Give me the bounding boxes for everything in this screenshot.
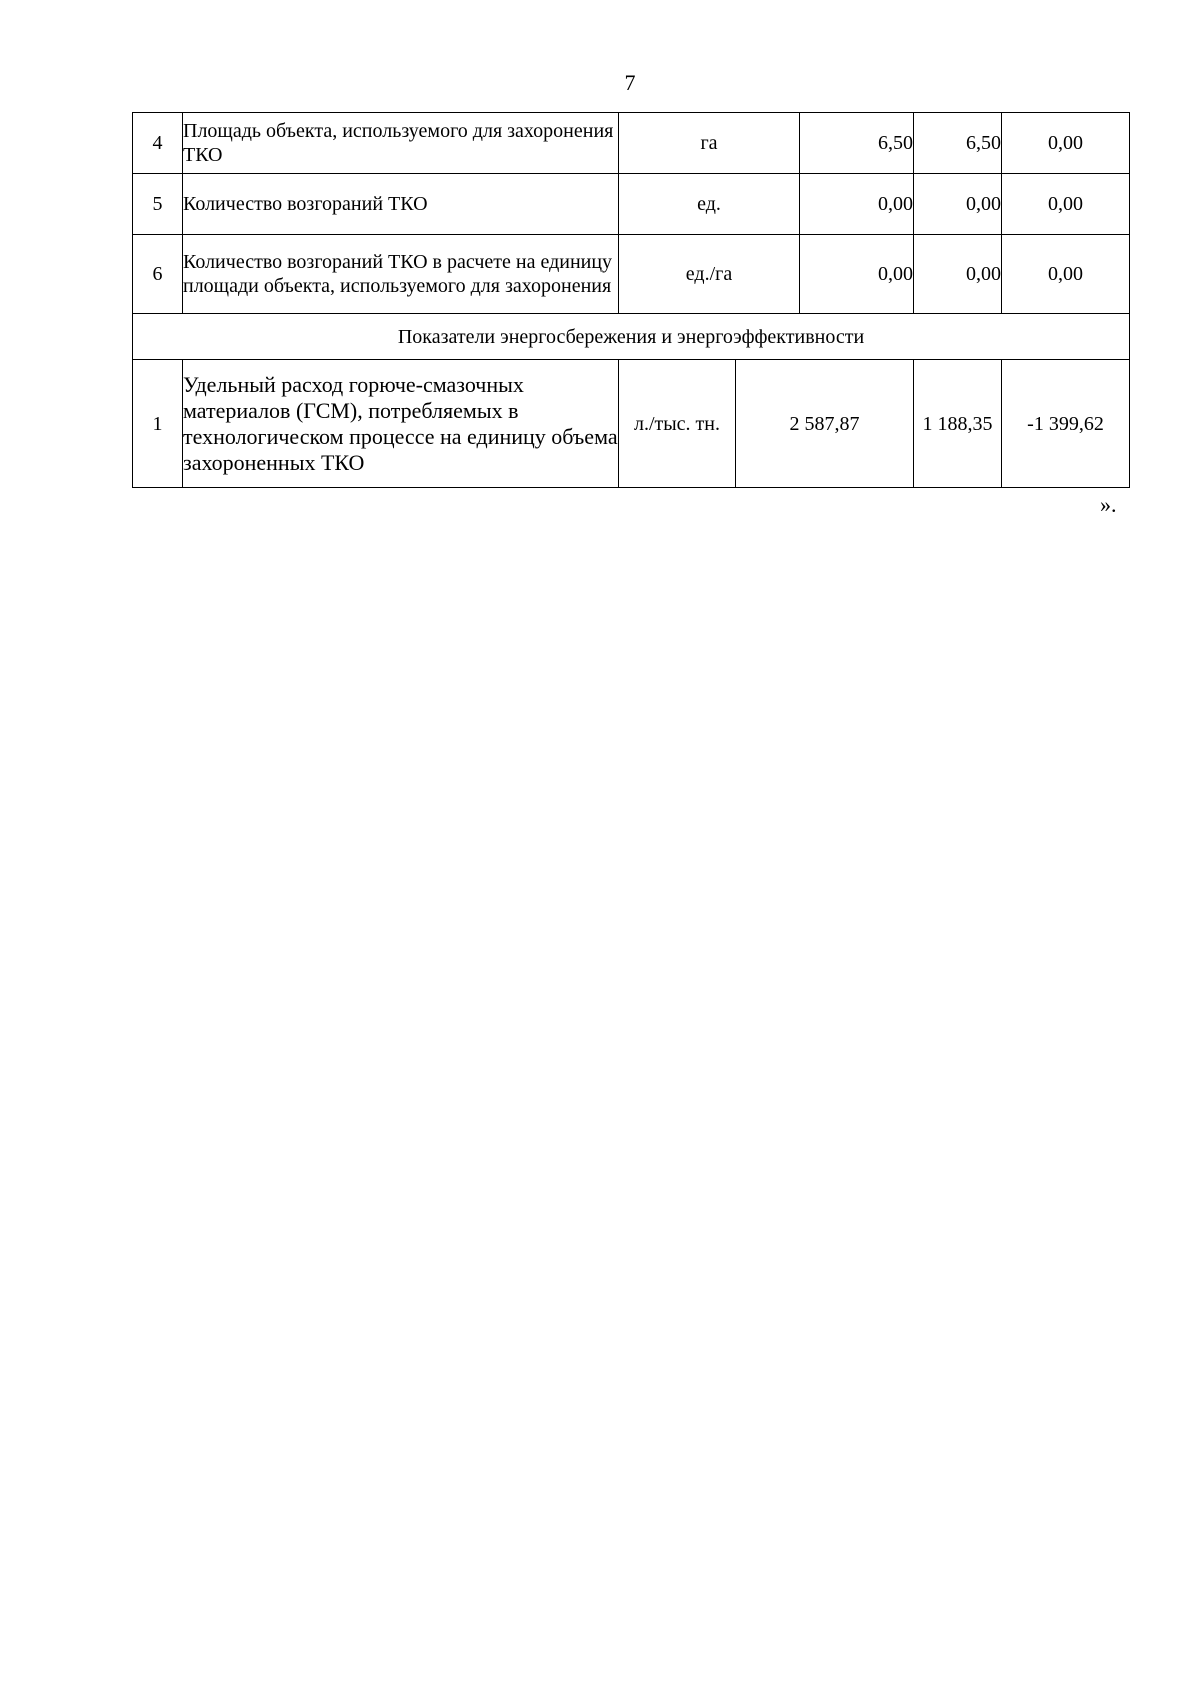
value-cell: 0,00 (914, 174, 1002, 235)
value-cell: 1 188,35 (914, 360, 1002, 488)
unit-cell: га (619, 113, 800, 174)
page-number: 7 (624, 70, 636, 95)
value-cell: 2 587,87 (736, 360, 914, 488)
value-cell: 0,00 (800, 235, 914, 314)
section-header-row (133, 314, 1130, 360)
value-cell: 6,50 (914, 113, 1002, 174)
table-row (133, 113, 1130, 174)
table-row (133, 360, 1130, 488)
deviation-cell: 0,00 (1002, 235, 1130, 314)
row-number: 5 (133, 174, 183, 235)
deviation-cell: 0,00 (1002, 113, 1130, 174)
row-number: 4 (133, 113, 183, 174)
indicators-table-wrapper (132, 112, 1129, 488)
unit-cell: ед. (619, 174, 800, 235)
row-number: 1 (133, 360, 183, 488)
indicator-name: Количество возгораний ТКО (183, 174, 619, 235)
value-cell: 0,00 (800, 174, 914, 235)
section-title: Показатели энергосбережения и энергоэффективности (133, 314, 1130, 360)
indicators-table (132, 112, 1130, 488)
deviation-cell: 0,00 (1002, 174, 1130, 235)
value-cell: 0,00 (914, 235, 1002, 314)
value-cell: 6,50 (800, 113, 914, 174)
table-row (133, 174, 1130, 235)
unit-cell: ед./га (619, 235, 800, 314)
indicator-name: Удельный расход горюче-смазочных материалов (ГСМ), потребляемых в технологическом процессе на единицу объема захороненных ТКО (183, 360, 619, 488)
closing-quote-mark: ». (1100, 492, 1117, 517)
indicator-name: Площадь объекта, используемого для захоронения ТКО (183, 113, 619, 174)
table-row (133, 235, 1130, 314)
deviation-cell: -1 399,62 (1002, 360, 1130, 488)
indicator-name: Количество возгораний ТКО в расчете на единицу площади объекта, используемого для захоронения (183, 235, 619, 314)
row-number: 6 (133, 235, 183, 314)
unit-cell: л./тыс. тн. (619, 360, 736, 488)
